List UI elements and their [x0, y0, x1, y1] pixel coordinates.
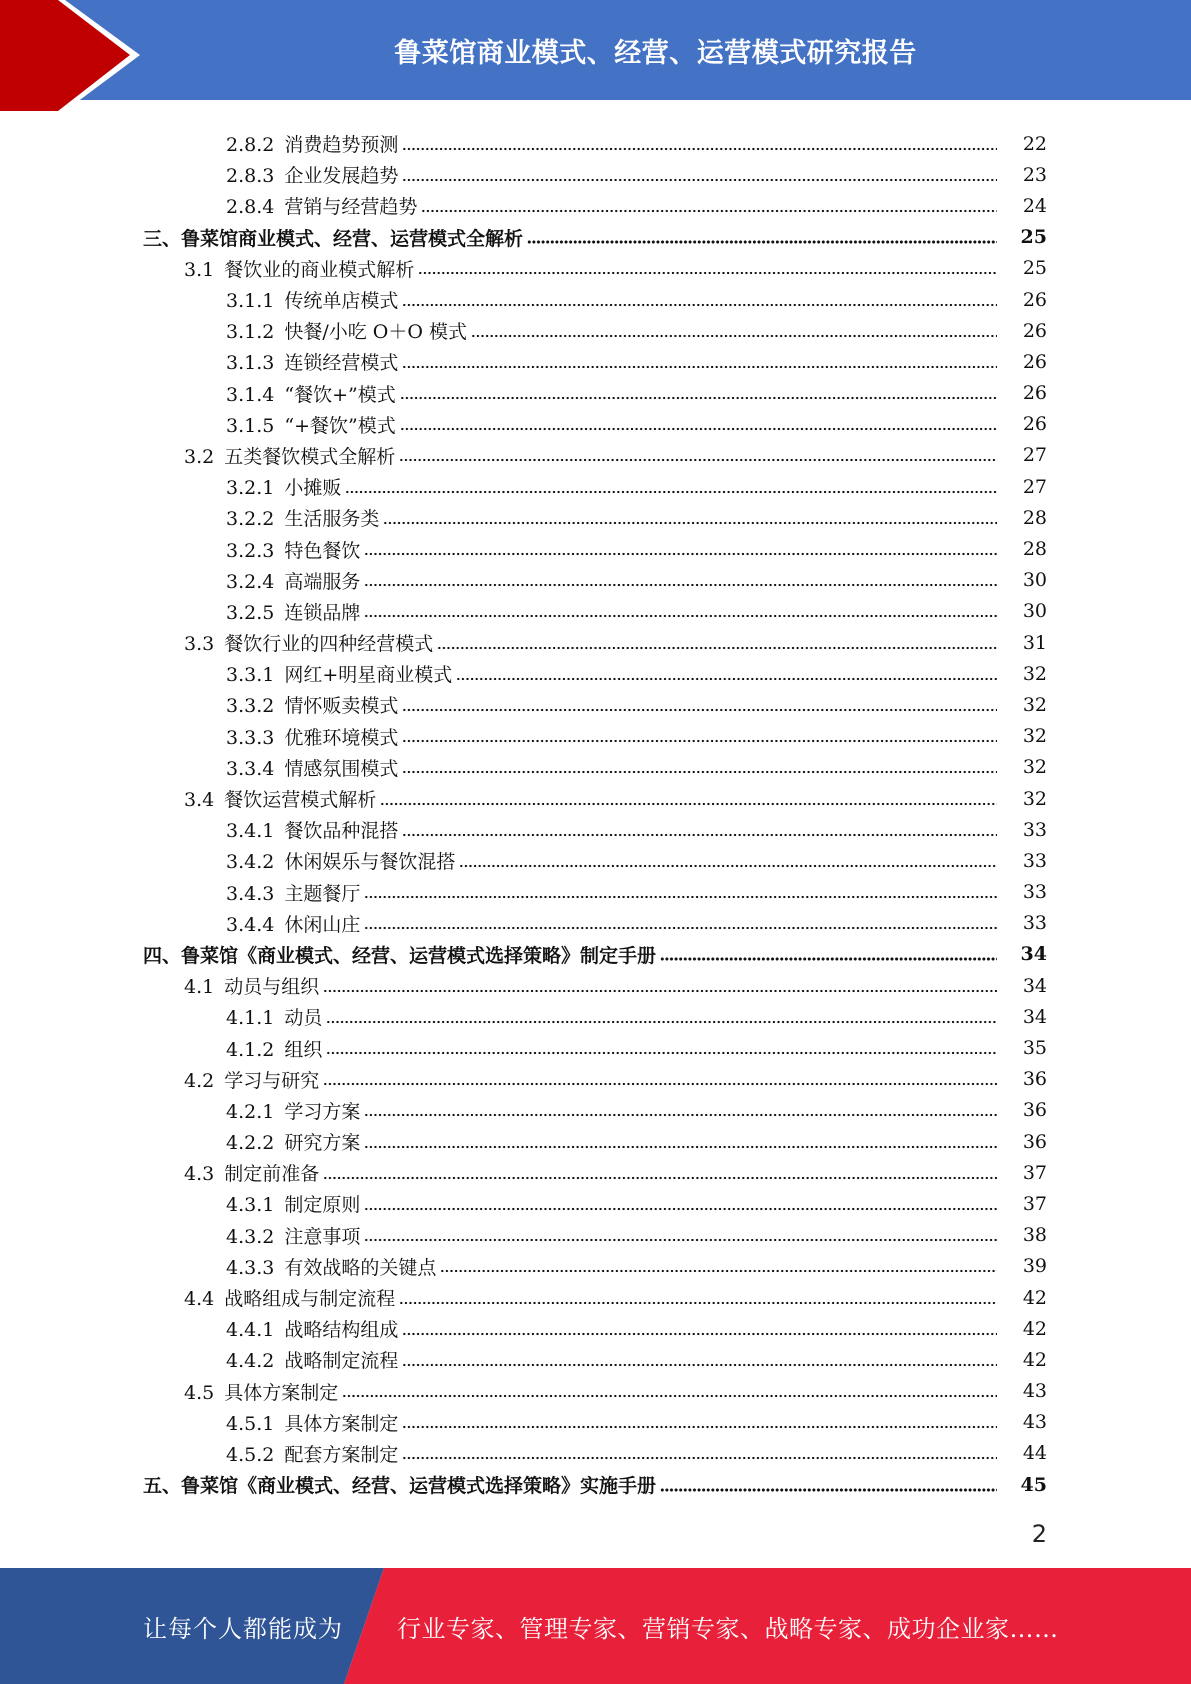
toc-section-title: “餐饮+”模式 — [284, 383, 396, 406]
toc-section-title: 餐饮品种混搭 — [284, 820, 399, 843]
toc-section-number: 3.1.3 — [226, 352, 275, 375]
toc-section-number: 4.2.2 — [226, 1132, 275, 1155]
toc-entry-label — [226, 504, 379, 531]
toc-entry[interactable] — [0, 1313, 1191, 1344]
toc-entry[interactable] — [0, 970, 1191, 1001]
toc-entry[interactable] — [0, 1126, 1191, 1157]
toc-entry-label — [184, 972, 319, 999]
toc-section-title: 消费趋势预测 — [284, 134, 399, 157]
toc-dot-leader — [326, 1019, 997, 1025]
toc-page-number: 24 — [1022, 194, 1047, 217]
toc-dot-leader — [421, 208, 997, 214]
toc-page-number: 28 — [1022, 506, 1047, 529]
toc-page-number: 36 — [1022, 1099, 1047, 1122]
toc-section-number: 3.3.4 — [226, 757, 275, 780]
toc-section-number: 3.1.2 — [226, 321, 275, 344]
toc-entry-label — [184, 1159, 319, 1186]
toc-dot-leader — [402, 1331, 997, 1337]
toc-section-title: 网红+明星商业模式 — [284, 664, 453, 687]
toc-section-title: 休闲娱乐与餐饮混搭 — [284, 851, 456, 874]
toc-entry-label — [226, 161, 398, 188]
toc-entry-label — [226, 1097, 360, 1124]
toc-entry-label — [226, 754, 398, 781]
toc-section-title: 营销与经营趋势 — [284, 196, 418, 219]
toc-entry[interactable] — [0, 565, 1191, 596]
toc-section-title: 制定前准备 — [224, 1163, 320, 1186]
toc-entry[interactable] — [0, 1188, 1191, 1219]
toc-entry[interactable] — [0, 1407, 1191, 1438]
toc-entry-label — [184, 785, 376, 812]
toc-entry-label — [226, 380, 396, 407]
toc-section-title: 组织 — [284, 1038, 323, 1061]
toc-section-number: 4.5.2 — [226, 1443, 275, 1466]
toc-section-title: 连锁经营模式 — [284, 352, 399, 375]
toc-dot-leader — [471, 333, 997, 339]
toc-section-number: 4.3 — [184, 1163, 215, 1186]
toc-page-number: 37 — [1022, 1161, 1047, 1184]
toc-section-number: 3.3.2 — [226, 695, 275, 718]
toc-entry[interactable] — [0, 845, 1191, 876]
toc-section-title: 餐饮业的商业模式解析 — [224, 258, 415, 281]
toc-section-title: 快餐/小吃 O＋O 模式 — [284, 321, 467, 344]
toc-section-number: 4.4 — [184, 1288, 215, 1311]
toc-page-number: 34 — [1022, 974, 1047, 997]
toc-section-title: 战略结构组成 — [284, 1319, 399, 1342]
toc-section-number: 2.8.3 — [226, 165, 275, 188]
toc-dot-leader — [400, 426, 997, 432]
toc-page-number: 42 — [1022, 1348, 1047, 1371]
toc-entry[interactable] — [0, 627, 1191, 658]
toc-dot-leader — [364, 894, 997, 900]
toc-entry-label — [226, 286, 398, 313]
toc-page-number: 27 — [1022, 475, 1047, 498]
toc-entry-label — [226, 1190, 360, 1217]
toc-section-number: 3.3.1 — [226, 664, 275, 687]
toc-page-number: 27 — [1022, 444, 1047, 467]
toc-entry-label — [226, 348, 398, 375]
toc-entry-label — [184, 1066, 319, 1093]
footer-slogan-left: 让每个人都能成为 — [143, 1614, 343, 1643]
toc-dot-leader — [402, 707, 997, 713]
toc-dot-leader — [380, 801, 997, 807]
toc-entry-label — [226, 847, 455, 874]
toc-entry-label — [184, 1378, 338, 1405]
toc-entry[interactable] — [0, 533, 1191, 564]
toc-page-number: 45 — [1020, 1473, 1047, 1496]
toc-section-number: 4.2 — [184, 1069, 215, 1092]
toc-entry[interactable] — [0, 658, 1191, 689]
toc-section-title: 有效战略的关键点 — [284, 1256, 437, 1279]
toc-section-title: 战略制定流程 — [284, 1350, 399, 1373]
toc-entry[interactable] — [0, 1064, 1191, 1095]
toc-section-title: 传统单店模式 — [284, 290, 399, 313]
toc-section-title: 餐饮运营模式解析 — [224, 789, 377, 812]
toc-entry-label — [226, 1128, 360, 1155]
toc-section-title: 五、鲁菜馆《商业模式、经营、运营模式选择策略》实施手册 — [143, 1475, 657, 1498]
toc-entry-label — [226, 691, 398, 718]
toc-entry[interactable] — [0, 596, 1191, 627]
toc-section-title: 优雅环境模式 — [284, 726, 399, 749]
toc-entry[interactable] — [0, 1344, 1191, 1375]
toc-entry[interactable] — [0, 409, 1191, 440]
toc-entry-label — [226, 1440, 398, 1467]
toc-entry[interactable] — [0, 346, 1191, 377]
toc-page-number: 32 — [1022, 693, 1047, 716]
toc-page-number: 26 — [1022, 413, 1047, 436]
toc-entry-label — [226, 879, 360, 906]
toc-section-title: 连锁品牌 — [284, 601, 361, 624]
toc-entry[interactable] — [0, 783, 1191, 814]
toc-section-title: 五类餐饮模式全解析 — [224, 445, 396, 468]
toc-section-number: 4.5.1 — [226, 1412, 275, 1435]
toc-dot-leader — [342, 1393, 997, 1399]
toc-page-number: 36 — [1022, 1130, 1047, 1153]
toc-entry[interactable] — [0, 1469, 1191, 1500]
toc-section-number: 3.4.3 — [226, 882, 275, 905]
toc-section-number: 3.4 — [184, 789, 215, 812]
toc-entry[interactable] — [0, 814, 1191, 845]
toc-section-title: 生活服务类 — [284, 508, 380, 531]
toc-page-number: 22 — [1022, 132, 1047, 155]
toc-section-number: 4.2.1 — [226, 1100, 275, 1123]
toc-page-number: 33 — [1022, 881, 1047, 904]
toc-section-title: 情怀贩卖模式 — [284, 695, 399, 718]
toc-section-title: 学习方案 — [284, 1100, 361, 1123]
toc-entry[interactable] — [0, 190, 1191, 221]
toc-dot-leader — [326, 1050, 997, 1056]
toc-section-number: 4.3.1 — [226, 1194, 275, 1217]
toc-entry-label — [226, 1035, 322, 1062]
toc-dot-leader — [402, 177, 997, 183]
toc-page-number: 44 — [1022, 1442, 1047, 1465]
toc-page-number: 42 — [1022, 1286, 1047, 1309]
toc-dot-leader — [399, 457, 997, 463]
toc-entry-label — [143, 224, 523, 251]
toc-page-number: 32 — [1022, 756, 1047, 779]
toc-dot-leader — [323, 1081, 997, 1087]
toc-section-number: 3.2.2 — [226, 508, 275, 531]
toc-section-title: 研究方案 — [284, 1132, 361, 1155]
toc-page-number: 32 — [1022, 662, 1047, 685]
toc-section-number: 3.2.5 — [226, 601, 275, 624]
toc-section-title: “+餐饮”模式 — [284, 414, 396, 437]
toc-section-number: 3.2.3 — [226, 539, 275, 562]
toc-section-title: 休闲山庄 — [284, 913, 361, 936]
toc-page-number: 34 — [1020, 943, 1047, 966]
toc-entry[interactable] — [0, 222, 1191, 253]
toc-entry[interactable] — [0, 721, 1191, 752]
toc-entry[interactable] — [0, 315, 1191, 346]
toc-dot-leader — [660, 1487, 997, 1493]
toc-entry[interactable] — [0, 159, 1191, 190]
toc-section-title: 三、鲁菜馆商业模式、经营、运营模式全解析 — [143, 227, 524, 250]
toc-section-title: 主题餐厅 — [284, 882, 361, 905]
page-footer — [0, 1568, 1191, 1684]
toc-entry[interactable] — [0, 939, 1191, 970]
toc-section-title: 四、鲁菜馆《商业模式、经营、运营模式选择策略》制定手册 — [143, 944, 657, 967]
toc-dot-leader — [418, 270, 997, 276]
toc-page-number: 39 — [1022, 1255, 1047, 1278]
toc-section-number: 2.8.2 — [226, 134, 275, 157]
toc-entry-label — [226, 317, 467, 344]
toc-page-number: 26 — [1022, 319, 1047, 342]
toc-entry[interactable] — [0, 908, 1191, 939]
toc-page-number: 38 — [1022, 1224, 1047, 1247]
toc-entry-label — [226, 723, 398, 750]
toc-entry-label — [226, 192, 417, 219]
toc-section-title: 制定原则 — [284, 1194, 361, 1217]
toc-page-number: 37 — [1022, 1192, 1047, 1215]
toc-section-number: 4.3.2 — [226, 1225, 275, 1248]
toc-page-number: 28 — [1022, 538, 1047, 561]
toc-section-title: 小摊贩 — [284, 477, 342, 500]
toc-dot-leader — [459, 863, 997, 869]
toc-entry-label — [226, 536, 360, 563]
toc-entry[interactable] — [0, 378, 1191, 409]
toc-section-number: 2.8.4 — [226, 196, 275, 219]
toc-entry[interactable] — [0, 1251, 1191, 1282]
toc-entry[interactable] — [0, 1376, 1191, 1407]
toc-entry-label — [226, 598, 360, 625]
toc-dot-leader — [402, 364, 997, 370]
toc-dot-leader — [437, 645, 997, 651]
toc-dot-leader — [364, 551, 997, 557]
toc-dot-leader — [402, 1455, 997, 1461]
toc-dot-leader — [402, 769, 997, 775]
toc-section-title: 情感氛围模式 — [284, 757, 399, 780]
table-of-contents — [0, 128, 1191, 1500]
toc-page-number: 26 — [1022, 350, 1047, 373]
toc-section-title: 高端服务 — [284, 570, 361, 593]
toc-entry-label — [226, 660, 452, 687]
toc-section-title: 特色餐饮 — [284, 539, 361, 562]
toc-dot-leader — [364, 582, 997, 588]
toc-entry[interactable] — [0, 1095, 1191, 1126]
toc-entry-label — [184, 255, 414, 282]
toc-entry-label — [184, 1284, 395, 1311]
toc-dot-leader — [660, 956, 997, 962]
toc-section-number: 4.1.1 — [226, 1007, 275, 1030]
toc-entry[interactable] — [0, 253, 1191, 284]
toc-page-number: 26 — [1022, 382, 1047, 405]
toc-section-title: 注意事项 — [284, 1225, 361, 1248]
toc-entry-label — [143, 1471, 656, 1498]
toc-dot-leader — [323, 988, 997, 994]
toc-entry[interactable] — [0, 1438, 1191, 1469]
toc-page-number: 26 — [1022, 288, 1047, 311]
toc-section-number: 4.1 — [184, 976, 215, 999]
toc-page-number: 33 — [1022, 849, 1047, 872]
toc-entry[interactable] — [0, 1032, 1191, 1063]
toc-dot-leader — [402, 1424, 997, 1430]
toc-section-title: 动员与组织 — [224, 976, 320, 999]
toc-page-number: 33 — [1022, 912, 1047, 935]
toc-entry[interactable] — [0, 502, 1191, 533]
toc-section-title: 学习与研究 — [224, 1069, 320, 1092]
toc-section-number: 3.1.4 — [226, 383, 275, 406]
header-bottom-gap — [0, 100, 1191, 111]
toc-entry-label — [226, 1003, 322, 1030]
toc-page-number: 42 — [1022, 1317, 1047, 1340]
toc-dot-leader — [400, 395, 997, 401]
toc-dot-leader — [402, 738, 997, 744]
toc-dot-leader — [402, 832, 997, 838]
toc-dot-leader — [383, 520, 997, 526]
toc-entry[interactable] — [0, 1282, 1191, 1313]
toc-section-title: 动员 — [284, 1007, 323, 1030]
toc-entry[interactable] — [0, 1001, 1191, 1032]
toc-entry-label — [226, 910, 360, 937]
toc-page-number: 25 — [1020, 226, 1047, 249]
toc-entry-label — [184, 629, 433, 656]
toc-entry-label — [226, 1346, 398, 1373]
toc-section-title: 具体方案制定 — [284, 1412, 399, 1435]
toc-dot-leader — [402, 1362, 997, 1368]
toc-dot-leader — [364, 1237, 997, 1243]
toc-page-number: 43 — [1022, 1411, 1047, 1434]
toc-entry-label — [184, 442, 395, 469]
toc-dot-leader — [364, 613, 997, 619]
toc-page-number: 25 — [1022, 257, 1047, 280]
toc-dot-leader — [402, 302, 997, 308]
toc-section-title: 餐饮行业的四种经营模式 — [224, 633, 434, 656]
toc-page-number: 43 — [1022, 1380, 1047, 1403]
toc-dot-leader — [456, 676, 997, 682]
toc-section-number: 3.2.1 — [226, 477, 275, 500]
toc-page-number: 32 — [1022, 787, 1047, 810]
toc-section-number: 3.3 — [184, 633, 215, 656]
toc-section-title: 具体方案制定 — [224, 1381, 339, 1404]
toc-section-title: 配套方案制定 — [284, 1443, 399, 1466]
toc-dot-leader — [440, 1268, 997, 1274]
chevron-shape — [0, 0, 130, 111]
document-title: 鲁菜馆商业模式、经营、运营模式研究报告 — [394, 37, 917, 69]
toc-section-number: 3.1 — [184, 258, 215, 281]
toc-dot-leader — [323, 1175, 997, 1181]
toc-page-number: 23 — [1022, 163, 1047, 186]
toc-entry-label — [143, 941, 656, 968]
toc-page-number: 36 — [1022, 1068, 1047, 1091]
toc-section-title: 战略组成与制定流程 — [224, 1288, 396, 1311]
toc-entry[interactable] — [0, 1157, 1191, 1188]
toc-section-number: 4.5 — [184, 1381, 215, 1404]
footer-slogan-right: 行业专家、管理专家、营销专家、战略专家、成功企业家…… — [397, 1614, 1059, 1643]
toc-dot-leader — [345, 489, 997, 495]
toc-page-number: 33 — [1022, 818, 1047, 841]
toc-page-number: 30 — [1022, 569, 1047, 592]
toc-entry-label — [226, 473, 341, 500]
toc-page-number: 31 — [1022, 631, 1047, 654]
toc-dot-leader — [527, 239, 997, 245]
toc-dot-leader — [399, 1300, 997, 1306]
toc-entry-label — [226, 130, 398, 157]
toc-section-number: 4.4.2 — [226, 1350, 275, 1373]
toc-dot-leader — [402, 146, 997, 152]
toc-entry-label — [226, 1253, 436, 1280]
toc-section-number: 3.4.2 — [226, 851, 275, 874]
toc-section-number: 4.1.2 — [226, 1038, 275, 1061]
toc-section-number: 3.2.4 — [226, 570, 275, 593]
toc-page-number: 30 — [1022, 600, 1047, 623]
toc-entry-label — [226, 1222, 360, 1249]
toc-entry[interactable] — [0, 128, 1191, 159]
toc-entry[interactable] — [0, 877, 1191, 908]
toc-entry[interactable] — [0, 689, 1191, 720]
page-header — [0, 0, 1191, 111]
toc-entry[interactable] — [0, 284, 1191, 315]
toc-section-number: 3.1.1 — [226, 290, 275, 313]
toc-entry[interactable] — [0, 471, 1191, 502]
toc-section-number: 3.3.3 — [226, 726, 275, 749]
toc-entry-label — [226, 1409, 398, 1436]
toc-dot-leader — [364, 1144, 997, 1150]
toc-section-number: 4.4.1 — [226, 1319, 275, 1342]
toc-section-number: 3.1.5 — [226, 414, 275, 437]
toc-entry-label — [226, 411, 396, 438]
toc-entry[interactable] — [0, 752, 1191, 783]
toc-dot-leader — [364, 925, 997, 931]
toc-section-number: 3.4.4 — [226, 913, 275, 936]
toc-section-number: 3.4.1 — [226, 820, 275, 843]
toc-dot-leader — [364, 1112, 997, 1118]
toc-section-number: 3.2 — [184, 445, 215, 468]
toc-entry[interactable] — [0, 440, 1191, 471]
toc-section-title: 企业发展趋势 — [284, 165, 399, 188]
toc-page-number: 34 — [1022, 1005, 1047, 1028]
page-number: 2 — [1031, 1520, 1047, 1548]
toc-page-number: 32 — [1022, 725, 1047, 748]
toc-page-number: 35 — [1022, 1037, 1047, 1060]
toc-entry-label — [226, 1315, 398, 1342]
toc-entry-label — [226, 567, 360, 594]
toc-dot-leader — [364, 1206, 997, 1212]
toc-entry[interactable] — [0, 1220, 1191, 1251]
toc-section-number: 4.3.3 — [226, 1256, 275, 1279]
toc-entry-label — [226, 816, 398, 843]
